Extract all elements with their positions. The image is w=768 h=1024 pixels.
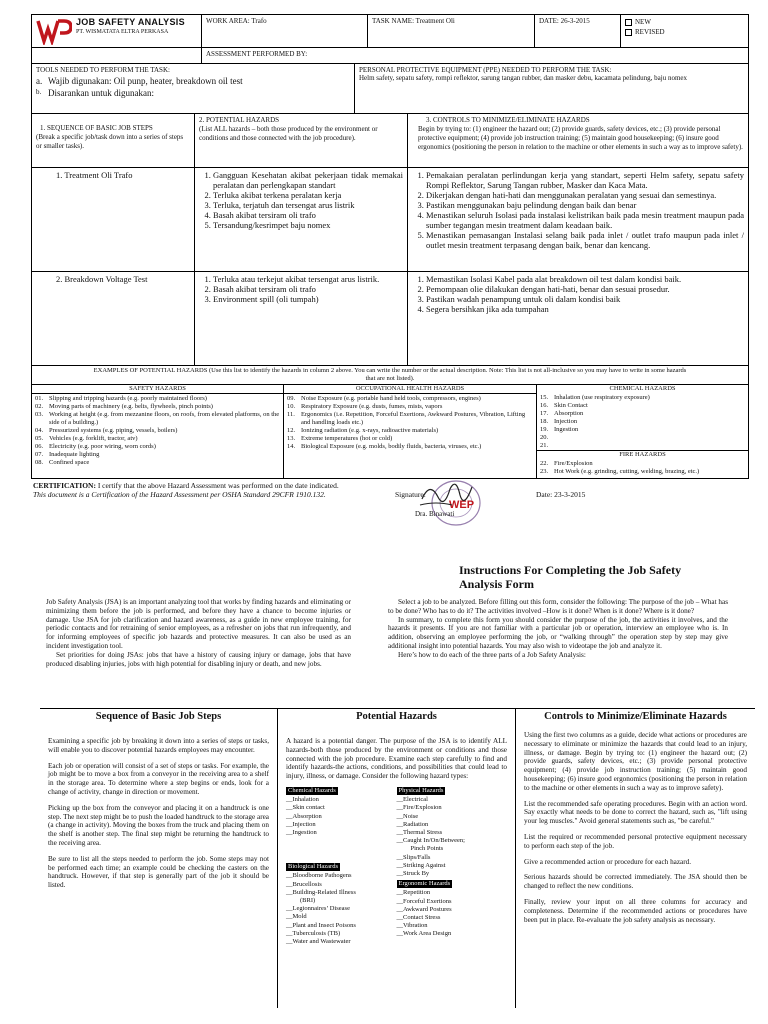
hazard-type: __Water and Wastewater xyxy=(286,938,351,946)
physical-hazards-tag: Physical Hazards xyxy=(398,786,444,794)
task-row xyxy=(32,272,748,366)
hazard-example: 08. Confined space xyxy=(35,459,90,466)
controls-paragraph: Give a recommended action or procedure for each hazard. xyxy=(524,857,692,866)
hazard-example: 18. Injection xyxy=(540,418,578,425)
assessment-performed-by: ASSESSMENT PERFORMED BY: xyxy=(206,50,308,58)
revised-checkbox[interactable] xyxy=(625,29,632,36)
instructions-title: Instructions For Completing the Job Safety Analysis Form xyxy=(459,563,682,591)
hazard-type: __Ingestion xyxy=(286,829,317,836)
hazard-example: 13. Extreme temperatures (hot or cold) xyxy=(287,435,393,442)
task-name: TASK NAME: Treatment Oli xyxy=(368,15,535,47)
tools-cell xyxy=(32,64,355,113)
col2-desc: (List ALL hazards – both those produced by the environment or conditions and those connected with the job procedure). xyxy=(199,125,378,142)
work-area: WORK AREA: Trafo xyxy=(202,15,368,47)
hazard-example: 04. Pressurized systems (e.g. piping, vessels, boilers) xyxy=(35,427,178,434)
tools-a-marker: a. xyxy=(36,76,43,86)
certification xyxy=(33,481,753,499)
controls-paragraph: List the required or recommended personal protective equipment necessary to perform each step of the job. xyxy=(524,832,747,850)
hazard-type: __Struck By xyxy=(396,870,430,878)
revised-label: REVISED xyxy=(635,28,665,36)
examples-section xyxy=(32,366,748,478)
signature-label: Signature: xyxy=(395,490,426,499)
hazard-example: 17. Absorption xyxy=(540,410,584,417)
hazard-example: 20. xyxy=(540,434,549,441)
control-item: 3. Pastikan wadah penampung untuk oli dalam kondisi baik xyxy=(426,294,744,304)
date-field: DATE: 26-3-2015 xyxy=(535,15,621,47)
hazard-type: __Contact Stress xyxy=(396,914,441,922)
hazard-example: 01. Slipping and tripping hazards (e.g. poorly maintained floors) xyxy=(35,395,207,402)
control-item: 3. Pastikan menggunakan baju pelindung dengan baik dan benar xyxy=(426,200,744,210)
chemical-fire-hazards-col xyxy=(537,385,748,478)
hazard-example: 15. Inhalation (use respiratory exposure) xyxy=(540,394,650,401)
intro-paragraph: Select a job to be analyzed. Before filling out this form, consider the following: The purpose of the job – What has to be done? Who has to do it? The activities involved –How is it done? When is it done? Where is it done? xyxy=(388,598,728,615)
hazard-item: 4. Basah akibat tersiram oli trafo xyxy=(213,210,403,220)
hazard-type: __Brucellosis xyxy=(286,880,322,888)
safety-hazards-col xyxy=(32,385,284,478)
tools-required: Wajib digunakan: Oil punp, heater, breakdown oil test xyxy=(48,76,243,86)
revision-checkboxes xyxy=(621,15,748,47)
hazards-section xyxy=(278,709,516,1008)
ppe-text: Helm safety, sepatu safety, rompi reflektor, sarung tangan rubber, dan masker debu, kacamata pelindung, baju nomex xyxy=(359,74,688,82)
hazard-type: __Repetition xyxy=(396,889,431,897)
tools-heading: TOOLS NEEDED TO PERFORM THE TASK: xyxy=(36,66,170,74)
control-item: 1. Memastikan Isolasi Kabel pada alat breakdown oil test dalam kondisi baik. xyxy=(426,274,744,284)
certification-label: CERTIFICATION: xyxy=(33,481,96,490)
tools-b-marker: b. xyxy=(36,88,42,96)
fire-hazards-title: FIRE HAZARDS xyxy=(537,450,748,459)
hazard-type: __Work Area Design xyxy=(396,930,452,938)
hazard-type: __Bloodborne Pathogens xyxy=(286,872,352,880)
hazard-item: 1. Gangguan Kesehatan akibat pekerjaan tidak memakai peralatan dan perlengkapan standart xyxy=(213,170,403,190)
col3-header xyxy=(408,114,748,167)
col1-desc: (Break a specific job/task down into a series of steps or smaller tasks). xyxy=(36,133,184,150)
hazard-type: __Striking Against xyxy=(396,861,446,869)
col1-header xyxy=(32,114,195,167)
col1-title: 1. SEQUENCE OF BASIC JOB STEPS xyxy=(40,124,153,132)
hazard-type: __Skin contact xyxy=(286,804,325,812)
hazards-paragraph: A hazard is a potential danger. The purpose of the JSA is to identify ALL hazards-both those produced by the environment or conditions and those connected with the job procedure. Examine each step carefully to find and identify hazards-the actions, conditions, and possibilities that could lead to injury, illness, or damage. Consider the following hazard types: xyxy=(286,737,507,781)
hazard-example: 06. Electricity (e.g. poor wiring, worn cords) xyxy=(35,443,156,450)
signer-name: Dra. Binawati xyxy=(415,510,455,518)
intro-paragraph: Set priorities for doing JSAs: jobs that have a history of causing injury or damage, jobs that have produced disabling injuries, jobs with high potential for disabling injury or death, and new jobs. xyxy=(46,650,351,668)
chemical-hazards-tag: Chemical Hazards xyxy=(288,786,336,794)
hazard-example: 10. Respiratory Exposure (e.g. dusts, fumes, mists, vapors xyxy=(287,403,443,410)
controls-paragraph: Serious hazards should be corrected immediately. The JSA should then be changed to reflect the new conditions. xyxy=(524,873,747,891)
hazard-type: __Mold xyxy=(286,913,307,921)
task-controls xyxy=(408,168,748,271)
control-item: 5. Menastikan pemasangan Instalasi selang baik pada inlet / outlet trafo maupun pada inlet / outlet mesin treatment terpasang dengan baik, benar dan kencang. xyxy=(426,230,744,250)
hazard-example: 23. Hot Work (e.g. grinding, cutting, welding, brazing, etc.) xyxy=(540,468,700,475)
hazard-example: 05. Vehicles (e.g. forklift, tractor, atv) xyxy=(35,435,138,442)
intro-left xyxy=(46,598,351,668)
biological-hazards-tag: Biological Hazards xyxy=(288,863,338,871)
hazard-example: 09. Noise Exposure (e.g. portable hand held tools, compressors, engines) xyxy=(287,395,481,402)
hazard-type: __Vibration xyxy=(396,922,428,930)
hazard-types-right xyxy=(397,785,508,946)
control-item: 4. Menastikan seluruh Isolasi pada instalasi kelistrikan baik pada mesin treatment maupun pada sumber tegangan mesin treatment dalam keadaan baik. xyxy=(426,210,744,230)
hazard-example: 12. Ionizing radiation (e.g. x-rays, radioactive materials) xyxy=(287,427,439,434)
sequence-paragraph: Picking up the box from the conveyor and placing it on a handtruck is one step. The next step might be to push the loaded handtruck to the storage area (a change in activity). Moving the boxes from the truck and placing them on the shelf is another step. The final step might be returning the handtruck to the receiving area. xyxy=(48,803,269,847)
hazard-type: Pinch Points xyxy=(410,845,444,853)
hazard-example: 02. Moving parts of machinery (e.g. belts, flywheels, pinch points) xyxy=(35,403,213,410)
tools-recommended: Disarankan untuk digunakan: xyxy=(48,88,154,98)
task-row xyxy=(32,168,748,272)
hazard-item: 3. Terluka, terjatuh dan tersengat arus listrik xyxy=(213,200,403,210)
signature-date: Date: 23-3-2015 xyxy=(536,490,586,499)
hazard-item: 2. Basah akibat tersiram oli trafo xyxy=(213,284,403,294)
hazard-type: __Building-Related Illness xyxy=(286,888,356,896)
hazard-example: 14. Biological Exposure (e.g. molds, bodily fluids, bacteria, viruses, etc.) xyxy=(287,443,482,450)
task-step: 2. Breakdown Voltage Test xyxy=(32,272,195,365)
header-row xyxy=(32,15,748,48)
hazard-type: (BRI) xyxy=(300,897,316,905)
task-step: 1. Treatment Oli Trafo xyxy=(32,168,195,271)
control-item: 1. Pemakaian peralatan perlindungan kerja yang standart, seperti Helm safety, sepatu safety Rompi Reflektor, Sarung Tangan rubber, Masker dan Kaca Mata. xyxy=(426,170,744,190)
intro-paragraph: Job Safety Analysis (JSA) is an important analyzing tool that works by finding hazards and eliminating or minimizing them before the job is performed, and before they have a chance to become injuries or damage. Use JSA for job clarification and hazard awareness, as a guide in new employee training, for periodic contacts and for retraining of senior employees, as a refresher on jobs that run infrequently, and for informing employees of specific job hazards and protective measures. It can also be used as an incident investigation tool. xyxy=(46,598,351,650)
hazard-example: 03. Working at height (e.g. from mezzanine floors, on roofs, from elevated platforms, on the side of a building.) xyxy=(35,411,280,426)
task-controls xyxy=(408,272,748,365)
hazard-type: __Fire/Explosion xyxy=(396,804,442,812)
control-item: 4. Segera bersihkan jika ada tumpahan xyxy=(426,304,744,314)
company-name: PT. WISMATATA ELTRA PERKASA xyxy=(76,29,169,35)
hazard-example: 19. Ingestion xyxy=(540,426,579,433)
hazard-type: __Awkward Postures xyxy=(396,905,452,913)
hazard-type: __Slips/Falls xyxy=(396,853,431,861)
instructions-columns xyxy=(40,708,755,1008)
hazard-item: 3. Environment spill (oli tumpah) xyxy=(213,294,403,304)
hazard-type: __Caught In/On/Between; xyxy=(396,837,465,845)
hazard-types-left xyxy=(286,785,397,946)
hazard-example: 21. xyxy=(540,442,549,449)
controls-section xyxy=(516,709,755,1008)
hazard-type: __Thermal Stress xyxy=(396,829,443,836)
col3-desc: Begin by trying to: (1) engineer the hazard out; (2) provide guards, safety devices, etc.; (3) provide personal protective equipment; (4) provide job instruction training; (5) maintain good housekeeping; (6) insure good ergonomics (positioning the person in relation to the machine or other elements in such a way as to improve safety). xyxy=(418,125,743,151)
task-hazards xyxy=(195,168,408,271)
hazard-example: 07. Inadequate lighting xyxy=(35,451,100,458)
hazard-type: __Legionnaires’ Disease xyxy=(286,905,350,913)
certification-osha: This document is a Certification of the Hazard Assessment per OSHA Standard 29CFR 1910.132. xyxy=(33,490,326,499)
examples-heading: EXAMPLES OF POTENTIAL HAZARDS (Use this list to identify the hazards in column 2 above. You can write the number or the actual description. Note: This list is not all-inclusive so you may have to write in some hazards that are not listed). xyxy=(32,366,748,385)
ppe-cell xyxy=(355,64,748,113)
hazards-title: Potential Hazards xyxy=(356,711,437,722)
assessment-row xyxy=(32,48,748,64)
new-checkbox[interactable] xyxy=(625,19,632,26)
hazard-type: __Radiation xyxy=(396,820,429,828)
intro-paragraph: Here’s how to do each of the three parts of a Job Safety Analysis: xyxy=(398,650,586,659)
safety-hazards-title: SAFETY HAZARDS xyxy=(32,385,283,394)
sequence-title: Sequence of Basic Job Steps xyxy=(95,711,222,722)
new-label: NEW xyxy=(635,18,651,26)
logo-block xyxy=(32,15,202,47)
control-item: 2. Pemompaan olie dilakukan dengan hati-hati, benar dan sesuai prosedur. xyxy=(426,284,744,294)
sequence-section xyxy=(40,709,278,1008)
col3-title: 3. CONTROLS TO MINIMIZE/ELIMINATE HAZARDS xyxy=(426,116,590,124)
company-logo xyxy=(36,17,72,45)
certification-text: I certify that the above Hazard Assessment was performed on the date indicated. xyxy=(95,481,339,490)
controls-paragraph: Using the first two columns as a guide, decide what actions or procedures are necessary to eliminate or minimize the hazards that could lead to an injury, illness, or damage. Begin by trying to: (1) engineer the hazard out; (2) provide guards, safety devices, etc.; (3) provide personal protective equipment; (4) provide job instruction training; (5) maintain good housekeeping; (6) insure good ergonomics (positioning the person in relation to the machine or other elements in such a way as to improve safety). xyxy=(524,731,747,792)
column-header-row xyxy=(32,114,748,168)
hazard-type: __Absorption xyxy=(286,812,322,820)
task-hazards xyxy=(195,272,408,365)
form-title: JOB SAFETY ANALYSIS xyxy=(76,17,185,27)
jsa-form xyxy=(31,14,749,479)
intro-right xyxy=(388,598,728,660)
hazard-item: 5. Tersandung/kesrimpet baju nomex xyxy=(213,220,403,230)
col2-title: 2. POTENTIAL HAZARDS xyxy=(199,116,280,124)
hazard-type: __Injection xyxy=(286,820,316,828)
occupational-hazards-title: OCCUPATIONAL HEALTH HAZARDS xyxy=(284,385,536,394)
hazard-item: 1. Terluka atau terkejut akibat tersengat arus listrik. xyxy=(213,274,403,284)
sequence-paragraph: Be sure to list all the steps needed to perform the job. Some steps may not be performed each time; an example could be checking the casters on the handtruck. However, if that step is generally part of the job it should be listed. xyxy=(48,854,269,890)
hazard-type: __Electrical xyxy=(396,796,428,804)
sequence-paragraph: Examining a specific job by breaking it down into a series of steps or tasks, will enable you to discover potential hazards employees may encounter. xyxy=(48,737,269,754)
ppe-heading: PERSONAL PROTECTIVE EQUIPMENT (PPE) NEEDED TO PERFORM THE TASK: xyxy=(359,66,612,74)
hazard-type: __Noise xyxy=(396,812,419,820)
control-item: 2. Dikerjakan dengan hati-hati dan menggunakan peralatan yang sesuai dan semestinya. xyxy=(426,190,744,200)
company-stamp-signature xyxy=(416,479,488,531)
hazard-type: __Tuberculosis (TB) xyxy=(286,929,341,937)
controls-title: Controls to Minimize/Eliminate Hazards xyxy=(544,711,727,722)
col2-header xyxy=(195,114,408,167)
hazard-type: __Forceful Exertions xyxy=(396,897,452,905)
sequence-paragraph: Each job or operation will consist of a set of steps or tasks. For example, the job might be to move a box from a conveyor in the receiving area to a shelf in the storage area. To determine where a step begins or ends, look for a change of activity, change in direction or movement. xyxy=(48,761,269,796)
chemical-hazards-title: CHEMICAL HAZARDS xyxy=(609,385,676,392)
hazard-example: 16. Skin Contact xyxy=(540,402,588,409)
hazard-example: 22. Fire/Explosion xyxy=(540,460,593,467)
hazard-type: __Inhalation xyxy=(286,796,319,804)
hazard-example: 11. Ergonomics (i.e. Repetition, Forceful Exertions, Awkward Postures, Vibration, Lifting and handling loads etc.) xyxy=(287,411,526,426)
ergonomic-hazards-tag: Ergonomic Hazards xyxy=(398,880,451,888)
intro-paragraph: In summary, to complete this form you should consider the purpose of the job, the activities it involves, and the hazards it presents. If you are not familiar with a particular job or operation, interview an employee who is. In addition, observing an employee performing the job, or “walking through” the operation step by step may give additional insight into potential hazards. You may also wish to videotape the job and analyze it. xyxy=(388,615,728,650)
controls-paragraph: Finally, review your input on all three columns for accuracy and completeness. Determine if the recommended actions or procedures have been put in place. Re-evaluate the job safety analysis as necessary. xyxy=(524,897,747,924)
hazard-item: 2. Terluka akibat terkena peralatan kerja xyxy=(213,190,403,200)
controls-paragraph: List the recommended safe operating procedures. Begin with an action word. Say exactly what needs to be done to correct the hazard, such as, "lift using your leg muscles." Avoid general statements such as, "be careful." xyxy=(524,799,747,826)
tools-ppe-row xyxy=(32,64,748,114)
hazard-type: __Plant and Insect Poisons xyxy=(286,921,356,929)
svg-text:WEP: WEP xyxy=(449,499,475,511)
occupational-hazards-col xyxy=(284,385,537,478)
